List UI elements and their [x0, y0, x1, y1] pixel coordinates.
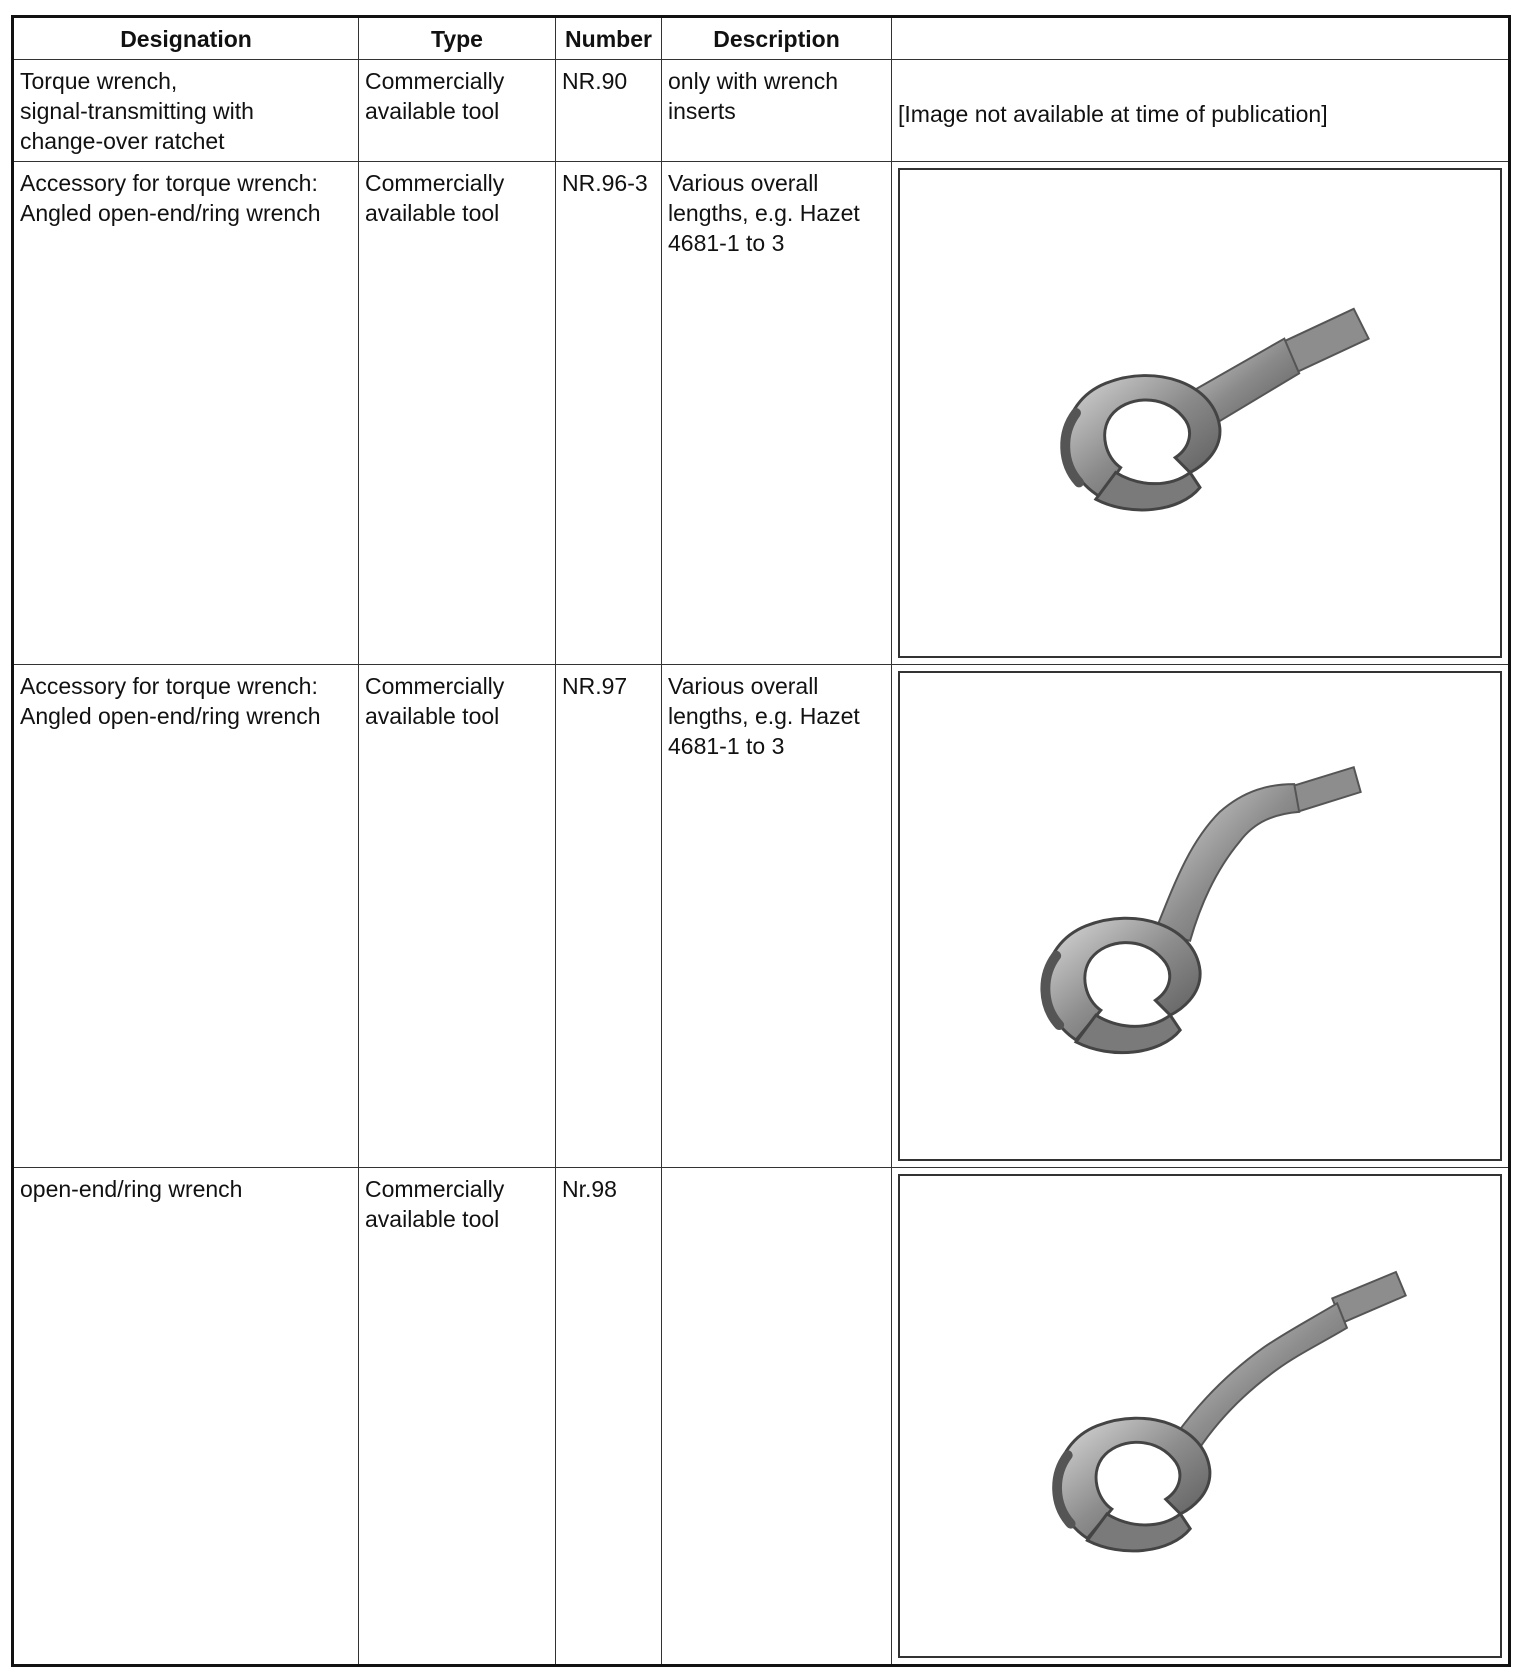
- row3-description-line3: 4681-1 to 3: [668, 733, 785, 759]
- row2-designation-line2: Angled open-end/ring wrench: [20, 200, 321, 226]
- header-description: Description: [662, 18, 892, 60]
- row4-description: [662, 1168, 892, 1664]
- row1-type: [359, 60, 556, 162]
- row1-description: [662, 60, 892, 162]
- row2-type: [359, 162, 556, 665]
- row1-image-note: [Image not available at time of publication]: [892, 60, 1508, 162]
- long-wrench-photo: [898, 1174, 1502, 1658]
- long-wrench-icon: [900, 1176, 1500, 1656]
- row3-designation-line2: Angled open-end/ring wrench: [20, 703, 321, 729]
- row3-designation: [14, 665, 359, 1168]
- row3-type: [359, 665, 556, 1168]
- row2-designation-line1: Accessory for torque wrench:: [20, 170, 318, 196]
- row1-designation-line1: Torque wrench,: [20, 68, 178, 94]
- row1-type-line2: available tool: [365, 98, 500, 124]
- row3-image-cell: [892, 665, 1508, 1168]
- row2-designation: [14, 162, 359, 665]
- row1-type-line1: Commercially: [365, 68, 505, 94]
- row1-description-line2: inserts: [668, 98, 736, 124]
- s-shaped-wrench-photo: [898, 671, 1502, 1161]
- header-type: Type: [359, 18, 556, 60]
- header-number: Number: [556, 18, 662, 60]
- row2-description-line3: 4681-1 to 3: [668, 230, 785, 256]
- row3-type-line1: Commercially: [365, 673, 505, 699]
- angled-wrench-icon: [900, 170, 1500, 656]
- header-image: [892, 18, 1508, 60]
- row2-description-line1: Various overall: [668, 170, 819, 196]
- s-shaped-wrench-icon: [900, 673, 1500, 1159]
- row3-number: NR.97: [556, 665, 662, 1168]
- row2-image-cell: [892, 162, 1508, 665]
- tool-table: [11, 15, 1511, 1667]
- row1-designation: [14, 60, 359, 162]
- row1-designation-line3: change-over ratchet: [20, 128, 225, 154]
- row4-type-line2: available tool: [365, 1206, 500, 1232]
- row2-type-line1: Commercially: [365, 170, 505, 196]
- row3-description: [662, 665, 892, 1168]
- header-designation: Designation: [14, 18, 359, 60]
- row4-type-line1: Commercially: [365, 1176, 505, 1202]
- row2-description: [662, 162, 892, 665]
- row1-number: NR.90: [556, 60, 662, 162]
- row1-designation-line2: signal-transmitting with: [20, 98, 254, 124]
- row4-type: [359, 1168, 556, 1664]
- row4-designation-line1: open-end/ring wrench: [20, 1176, 243, 1202]
- row2-number: NR.96-3: [556, 162, 662, 665]
- row2-description-line2: lengths, e.g. Hazet: [668, 200, 860, 226]
- row3-designation-line1: Accessory for torque wrench:: [20, 673, 318, 699]
- row4-number: Nr.98: [556, 1168, 662, 1664]
- angled-wrench-photo: [898, 168, 1502, 658]
- row3-type-line2: available tool: [365, 703, 500, 729]
- row3-description-line1: Various overall: [668, 673, 819, 699]
- row2-type-line2: available tool: [365, 200, 500, 226]
- row3-description-line2: lengths, e.g. Hazet: [668, 703, 860, 729]
- row1-description-line1: only with wrench: [668, 68, 839, 94]
- row4-designation: [14, 1168, 359, 1664]
- row4-image-cell: [892, 1168, 1508, 1664]
